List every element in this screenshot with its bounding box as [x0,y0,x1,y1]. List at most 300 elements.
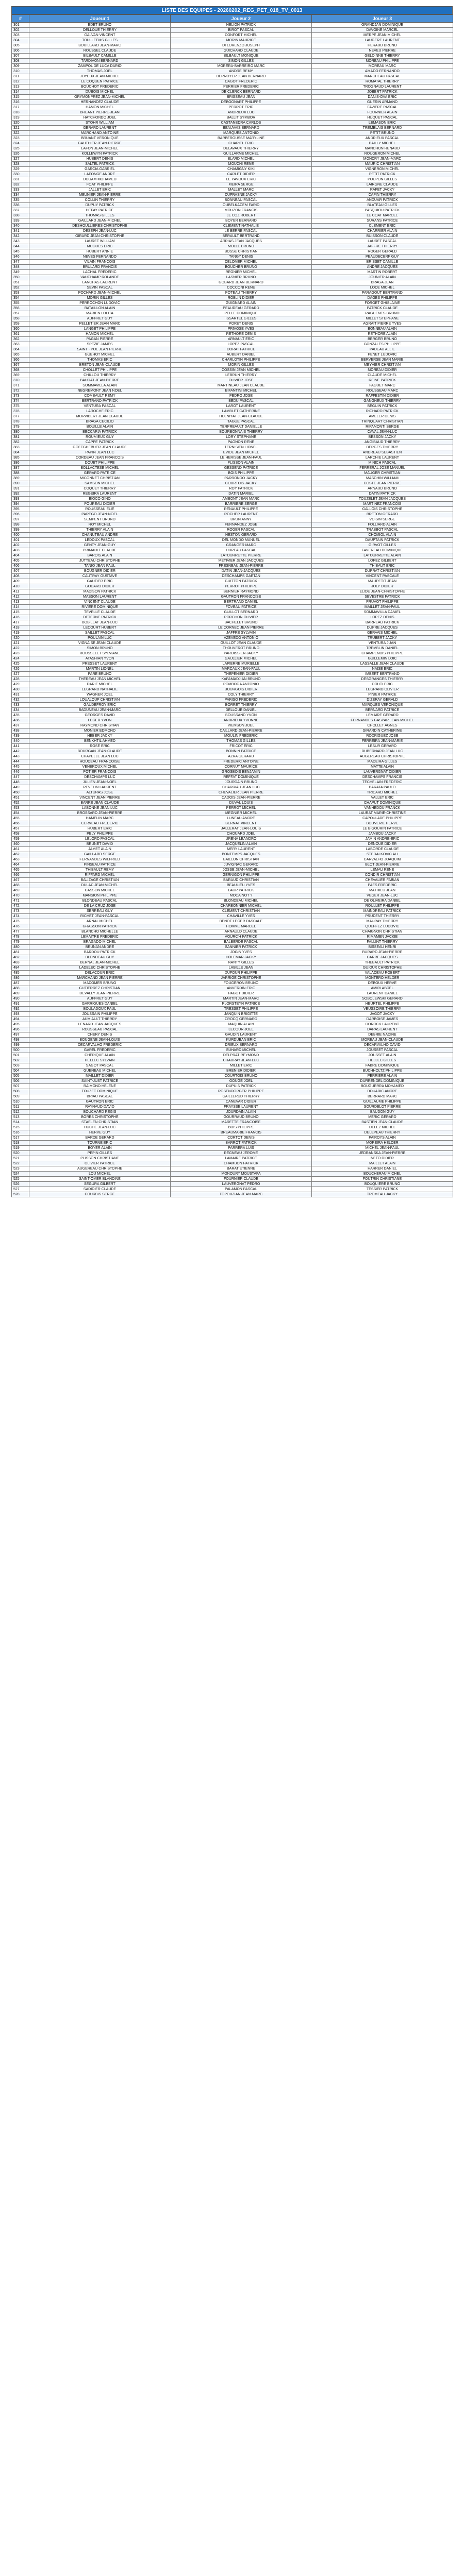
player-3: MARTIN ROBERT [312,270,453,275]
player-1: THOMAS JOEL [29,69,171,74]
player-3: MAUGER CHRISTIAN [312,471,453,476]
team-number: 464 [12,862,29,868]
team-number: 311 [12,74,29,79]
table-row [12,595,453,600]
player-1: ROUMIEUX GUY [29,435,171,440]
player-2: GOURRAUD BRUNO [171,1115,312,1120]
player-3: MATHIEU JEAN [312,888,453,893]
player-3: ROUSSEAU MARC [312,388,453,394]
player-2: DUVAL LOUIS [171,801,312,806]
team-number: 403 [12,548,29,553]
player-1: LEGRAND NATHALIE [29,687,171,692]
player-1: POUREAU DIDIER [29,502,171,507]
player-1: HERVE GUY [29,1130,171,1136]
player-1: LECOURT HUBERT [29,625,171,631]
player-1: SERREAU GUY [29,909,171,914]
player-2: RETHORE DENIS [171,332,312,337]
team-number: 528 [12,1192,29,1197]
player-1: BAROIS ALAIN [29,553,171,558]
player-1: VAUCHAMP ROLANDE [29,275,171,280]
player-3: DESGRANGES THIERRY [312,677,453,682]
player-3: ANDUAR PATRICK [312,198,453,203]
player-2: PORCHON OLIVIER [171,615,312,620]
table-row [12,347,453,352]
team-number: 408 [12,574,29,579]
player-1: BOUGNER DIDIER [29,569,171,574]
player-1: MONIER EDMOND [29,728,171,734]
team-number: 345 [12,249,29,255]
team-number: 307 [12,54,29,59]
team-number: 449 [12,785,29,790]
player-1: BREANT PIERRE-JEAN [29,110,171,115]
player-1: LENARD JEAN JACQUES [29,1022,171,1027]
team-number: 467 [12,878,29,883]
player-2: HOLNIYAT JEAN-CLAUDE [171,414,312,419]
player-1: HAMON MICHEL [29,332,171,337]
player-2: POMBOGA ANTONIO [171,682,312,687]
player-2: GUILLOT JEAN CLAUDE [171,641,312,646]
player-2: SIMON GILLES [171,59,312,64]
player-1: ROUSSEAU PASCAL [29,1027,171,1032]
player-3: PINIER PATRICE [312,692,453,698]
team-number: 490 [12,996,29,1002]
player-3: ROUGERON MICHEL [312,151,453,157]
table-row [12,1130,453,1136]
table-row [12,399,453,404]
table-row [12,713,453,718]
team-number: 400 [12,533,29,538]
team-number: 491 [12,1002,29,1007]
player-2: MONOURY MOUSTAFA [171,1172,312,1177]
team-number: 431 [12,692,29,698]
table-row [12,739,453,744]
player-2: LATOURRETTE PIERRE [171,553,312,558]
player-1: MAILLET DIDIER [29,1074,171,1079]
player-2: PERRIER FREDERIC [171,84,312,90]
player-1: BECCARIA PATRICK [29,430,171,435]
player-2: PEAUDEAU GERARD [171,306,312,311]
table-row [12,976,453,981]
player-2: BOUCHER BRUNO [171,265,312,270]
player-3: BERGER BRUNO [312,337,453,342]
player-3: VINCENT PASCALE [312,574,453,579]
player-3: AMELER DENIS [312,414,453,419]
player-3: BRETON GERARD [312,512,453,517]
table-row [12,625,453,631]
team-number: 430 [12,687,29,692]
player-1: BADUNEAU JEAN-MARC [29,708,171,713]
player-2: LEBRUN THIERRY [171,373,312,378]
player-2: CANEVAR DIDIER [171,1099,312,1105]
player-2: ISSARTEL GILLES [171,316,312,321]
player-2: DEL MONDO MANUEL [171,538,312,543]
player-2: OLIVIER JOSE [171,378,312,383]
team-number: 463 [12,857,29,862]
table-row [12,883,453,888]
player-1: TANIO JEAN PAUL [29,564,171,569]
table-row [12,1048,453,1053]
table-row [12,636,453,641]
player-1: ALTURAS JOSE [29,790,171,795]
team-number: 314 [12,90,29,95]
table-row [12,270,453,275]
column-header-player-2: Joueur 2 [171,15,312,23]
player-1: DESHOULLIERES CHRISTOPHE [29,224,171,229]
player-2: COURTOIS JACKY [171,481,312,486]
player-3: JAGOT JACKY [312,1012,453,1017]
player-1: GAUTIER ERIC [29,579,171,584]
table-row [12,852,453,857]
team-number: 422 [12,646,29,651]
table-row [12,1182,453,1187]
player-1: GRYMONPREZ JEAN-MICHEL [29,95,171,100]
table-row [12,507,453,512]
player-2: CONFORT MICHEL [171,33,312,38]
team-number: 351 [12,280,29,285]
table-row [12,435,453,440]
table-row [12,378,453,383]
table-row [12,1156,453,1161]
player-3: MARQUES VERONIQUE [312,703,453,708]
player-2: URENA LEANDRO [171,837,312,842]
player-2: BEAULIEU YVES [171,883,312,888]
team-table-body [12,23,453,1197]
player-3: PATRICK CLAUDE [312,306,453,311]
table-row [12,188,453,193]
player-1: SAINT-OMER BLANDINE [29,1177,171,1182]
player-2: CORNUT MAURICE [171,765,312,770]
player-1: JOUSSAIN PHILIPPE [29,1012,171,1017]
team-number: 370 [12,378,29,383]
table-row [12,471,453,476]
player-1: COLLIN THIERRY [29,198,171,203]
table-row [12,924,453,929]
player-2: FERNANDEZ JOSE [171,522,312,528]
player-1: MARCHAND ANTOINE [29,131,171,136]
team-number: 363 [12,342,29,347]
team-number: 514 [12,1120,29,1125]
player-3: DAUPTAIN PATRICK [312,538,453,543]
player-1: BALIZAGE CHRISTIAN [29,878,171,883]
player-3: NETO DIDIER [312,1156,453,1161]
table-row [12,1032,453,1038]
team-number: 332 [12,182,29,188]
table-row [12,569,453,574]
player-3: LAIRGNE CLAUDE [312,182,453,188]
player-2: FRAYSSE LAURENT [171,1105,312,1110]
player-2: PERROT PHILIPPE [171,584,312,589]
player-3: DAVOINE MARCEL [312,28,453,33]
table-row [12,110,453,115]
player-2: MARCAUX JEAN-PAUL [171,667,312,672]
player-3: MINICH PASCAL [312,461,453,466]
team-number: 386 [12,461,29,466]
player-2: FOURNIER CLAUDE [171,1177,312,1182]
team-number: 451 [12,795,29,801]
player-3: FORGET GHISLAINE [312,301,453,306]
player-2: BIFANTINI MICHEL [171,388,312,394]
player-2: HESTON GERARD [171,533,312,538]
player-1: RAYNAUD DAVID [29,1105,171,1110]
player-3: LASSALLE JEAN CLAUDE [312,662,453,667]
team-number: 409 [12,579,29,584]
player-1: ARNAL MICHEL [29,919,171,924]
player-3: HEURTEL PHILIPPE [312,1002,453,1007]
player-3: RAGUENES BRUNO [312,311,453,316]
player-3: VANHEDOU FRANCK [312,806,453,811]
table-row [12,136,453,141]
player-3: CHARRIER ALAIN [312,229,453,234]
team-number: 385 [12,455,29,461]
player-3: MATTE ALAIN [312,765,453,770]
player-2: MOCAINOT ? [171,893,312,899]
player-3: AMIRI ABDEL [312,986,453,991]
player-1: GAUTHIER JEAN-PIERRE [29,141,171,146]
team-number: 448 [12,780,29,785]
player-2: BERNAT VINCENT [171,821,312,826]
table-row [12,734,453,739]
player-1: MUGUES ERIC [29,244,171,249]
player-3: HERAUD BRUNO [312,43,453,48]
table-row [12,558,453,564]
player-1: KOLLEWYN PATRICK [29,151,171,157]
team-number: 337 [12,208,29,213]
table-row [12,945,453,950]
player-2: BALBERDE PASCAL [171,940,312,945]
team-number: 320 [12,121,29,126]
player-3: MADEIRA GILLES [312,759,453,765]
table-row [12,1172,453,1177]
player-1: HAMELIN MARC [29,816,171,821]
table-row [12,605,453,610]
player-1: DE LA CRUZ JOSE [29,904,171,909]
team-number: 301 [12,23,29,28]
team-number: 322 [12,131,29,136]
table-row [12,265,453,270]
team-number: 327 [12,157,29,162]
player-2: MERY LAURENT [171,847,312,852]
player-2: LASNIER BRUNO [171,275,312,280]
player-2: LAUVERGNAT PEDRO [171,1182,312,1187]
player-3: BURARD JEAN-PIERRE [312,950,453,955]
player-3: MAURIC CHRISTIAN [312,162,453,167]
table-row [12,244,453,249]
player-3: BERVERSE JEAN MARIE [312,358,453,363]
team-number: 368 [12,368,29,373]
player-2: DRIEUX BERNARD [171,1043,312,1048]
table-row [12,677,453,682]
player-1: THEREAU JEAN MICHEL [29,677,171,682]
table-row [12,899,453,904]
table-row [12,224,453,229]
player-3: TOUZELET JEAN JACQUES [312,497,453,502]
team-number: 519 [12,1146,29,1151]
player-3: TROGNAUD LAURENT [312,84,453,90]
player-1: BLONDEAU PASCAL [29,899,171,904]
team-number: 433 [12,703,29,708]
table-row [12,316,453,321]
team-number: 379 [12,425,29,430]
player-3: NEVEU PIERRE [312,48,453,54]
player-1: NEGREMONT JEAN NOEL [29,388,171,394]
player-1: LEGER YVON [29,718,171,723]
player-3: LODE MICHEL [312,285,453,291]
player-2: KURDUBAN ERIC [171,1038,312,1043]
player-2: ROCHER LAURENT [171,512,312,517]
team-number: 455 [12,816,29,821]
table-row [12,770,453,775]
team-number: 483 [12,960,29,965]
player-2: BREAUMARIE FRANCIS [171,1130,312,1136]
table-row [12,38,453,43]
team-number: 371 [12,383,29,388]
table-row [12,1022,453,1027]
table-row [12,492,453,497]
player-1: RAIMOND HELENE [29,1084,171,1089]
player-1: DETERNE PATRICK [29,615,171,620]
player-2: CHARLOTIN PHILIPPE [171,358,312,363]
player-3: ROMATAL THIERRY [312,79,453,84]
player-2: GAUDIN LAURENT [171,1032,312,1038]
player-3: LAUVERGNAT DIDIER [312,770,453,775]
team-number: 456 [12,821,29,826]
player-1: BROSSARD JEAN-PIERRE [29,811,171,816]
player-2: CHAMBON PATRICK [171,1161,312,1166]
player-2: AZRA GERARD [171,754,312,759]
table-row [12,1151,453,1156]
team-number: 401 [12,538,29,543]
table-header-row [12,15,453,23]
player-1: CHERY DENIS [29,1032,171,1038]
team-number: 372 [12,388,29,394]
team-number: 407 [12,569,29,574]
player-2: CHARIEL ERIC [171,141,312,146]
team-number: 511 [12,1105,29,1110]
player-3: DOROCK LAURENT [312,1022,453,1027]
team-number: 441 [12,744,29,749]
player-2: BONTEMPS JACQUES [171,852,312,857]
table-row [12,497,453,502]
player-2: DUFOUR PHILIPPE [171,971,312,976]
table-row [12,909,453,914]
table-row [12,43,453,48]
table-row [12,682,453,687]
player-1: MADISON PATRICK [29,589,171,595]
table-row [12,759,453,765]
player-2: TAGUE PASCAL [171,419,312,425]
player-3: DUPRAT CHRISTIAN [312,569,453,574]
team-number: 375 [12,404,29,409]
table-row [12,167,453,172]
team-number: 495 [12,1022,29,1027]
player-3: PEAUDECERF GUY [312,255,453,260]
team-number: 374 [12,399,29,404]
player-1: JOYEUX JEAN-MICHEL [29,74,171,79]
player-1: CHILLOU THIERRY [29,373,171,378]
team-number: 357 [12,311,29,316]
player-2: PRIVOSE YVES [171,327,312,332]
team-number: 494 [12,1017,29,1022]
team-number: 321 [12,126,29,131]
player-2: DUFRASNE JACKY [171,193,312,198]
player-2: BARBEROUSSE MARYLINE [171,136,312,141]
team-number: 360 [12,327,29,332]
player-2: COLY THIERRY [171,692,312,698]
team-number: 399 [12,528,29,533]
player-3: DARBOISE JAMES [312,1017,453,1022]
team-number: 453 [12,806,29,811]
player-3: DARAS LAURENT [312,1027,453,1032]
table-row [12,203,453,208]
table-row [12,481,453,486]
table-row [12,198,453,203]
team-number: 488 [12,986,29,991]
player-2: HOLEMAR JACKY [171,955,312,960]
player-3: CARRE JACQUES [312,955,453,960]
player-3: MONTERO HELDER [312,976,453,981]
table-row [12,775,453,780]
player-3: VOISIN SERGE [312,517,453,522]
player-2: CORTOT DENIS [171,1136,312,1141]
player-3: HELLEC GILLES [312,1058,453,1063]
column-header-number: # [12,15,29,23]
table-row [12,801,453,806]
player-3: MILLET STEPHANE [312,316,453,321]
team-number: 410 [12,584,29,589]
team-number: 364 [12,347,29,352]
player-1: LAFONGE ANDRE [29,172,171,177]
player-3: DANIS-OVA ERIC [312,95,453,100]
player-3: DAGES PHILIPPE [312,296,453,301]
player-2: ROSENDORGER PHILIPPE [171,1089,312,1094]
player-3: GIRVOT GILLES [312,543,453,548]
player-2: MOUCHI RENE [171,162,312,167]
player-1: BIOCO GINO [29,497,171,502]
table-row [12,1063,453,1069]
table-row [12,1043,453,1048]
team-number: 474 [12,914,29,919]
table-row [12,476,453,481]
player-2: GESSEND PATRICE [171,466,312,471]
team-number: 323 [12,136,29,141]
player-2: JUVIGNAC GERARD [171,862,312,868]
team-number: 468 [12,883,29,888]
player-3: BARREAU PATRICK [312,620,453,625]
player-3: RETHORE ALAIN [312,332,453,337]
table-row [12,358,453,363]
team-number: 358 [12,316,29,321]
table-row [12,239,453,244]
player-3: VALADEAU ROBERT [312,971,453,976]
player-3: TROMEAU JACKY [312,1192,453,1197]
player-2: REGNEAU JEROME [171,1151,312,1156]
player-1: MARTIN LIONEL [29,667,171,672]
player-1: PELY PHILIPPE [29,832,171,837]
player-3: RICHARD PATRICK [312,409,453,414]
player-2: LE CORNEC JEAN PIERRE [171,625,312,631]
player-3: MAUPETIT JEAN [312,579,453,584]
player-2: GOUGE JOEL [171,1079,312,1084]
table-row [12,33,453,38]
player-3: MARTINEZ FRANCOIS [312,502,453,507]
team-number: 366 [12,358,29,363]
team-number: 380 [12,430,29,435]
player-2: GAILLERUD THIERRY [171,1094,312,1099]
table-row [12,718,453,723]
player-1: PELLETIER JEAN MARC [29,321,171,327]
player-2: HELION PATRICK [171,23,312,28]
table-row [12,790,453,795]
